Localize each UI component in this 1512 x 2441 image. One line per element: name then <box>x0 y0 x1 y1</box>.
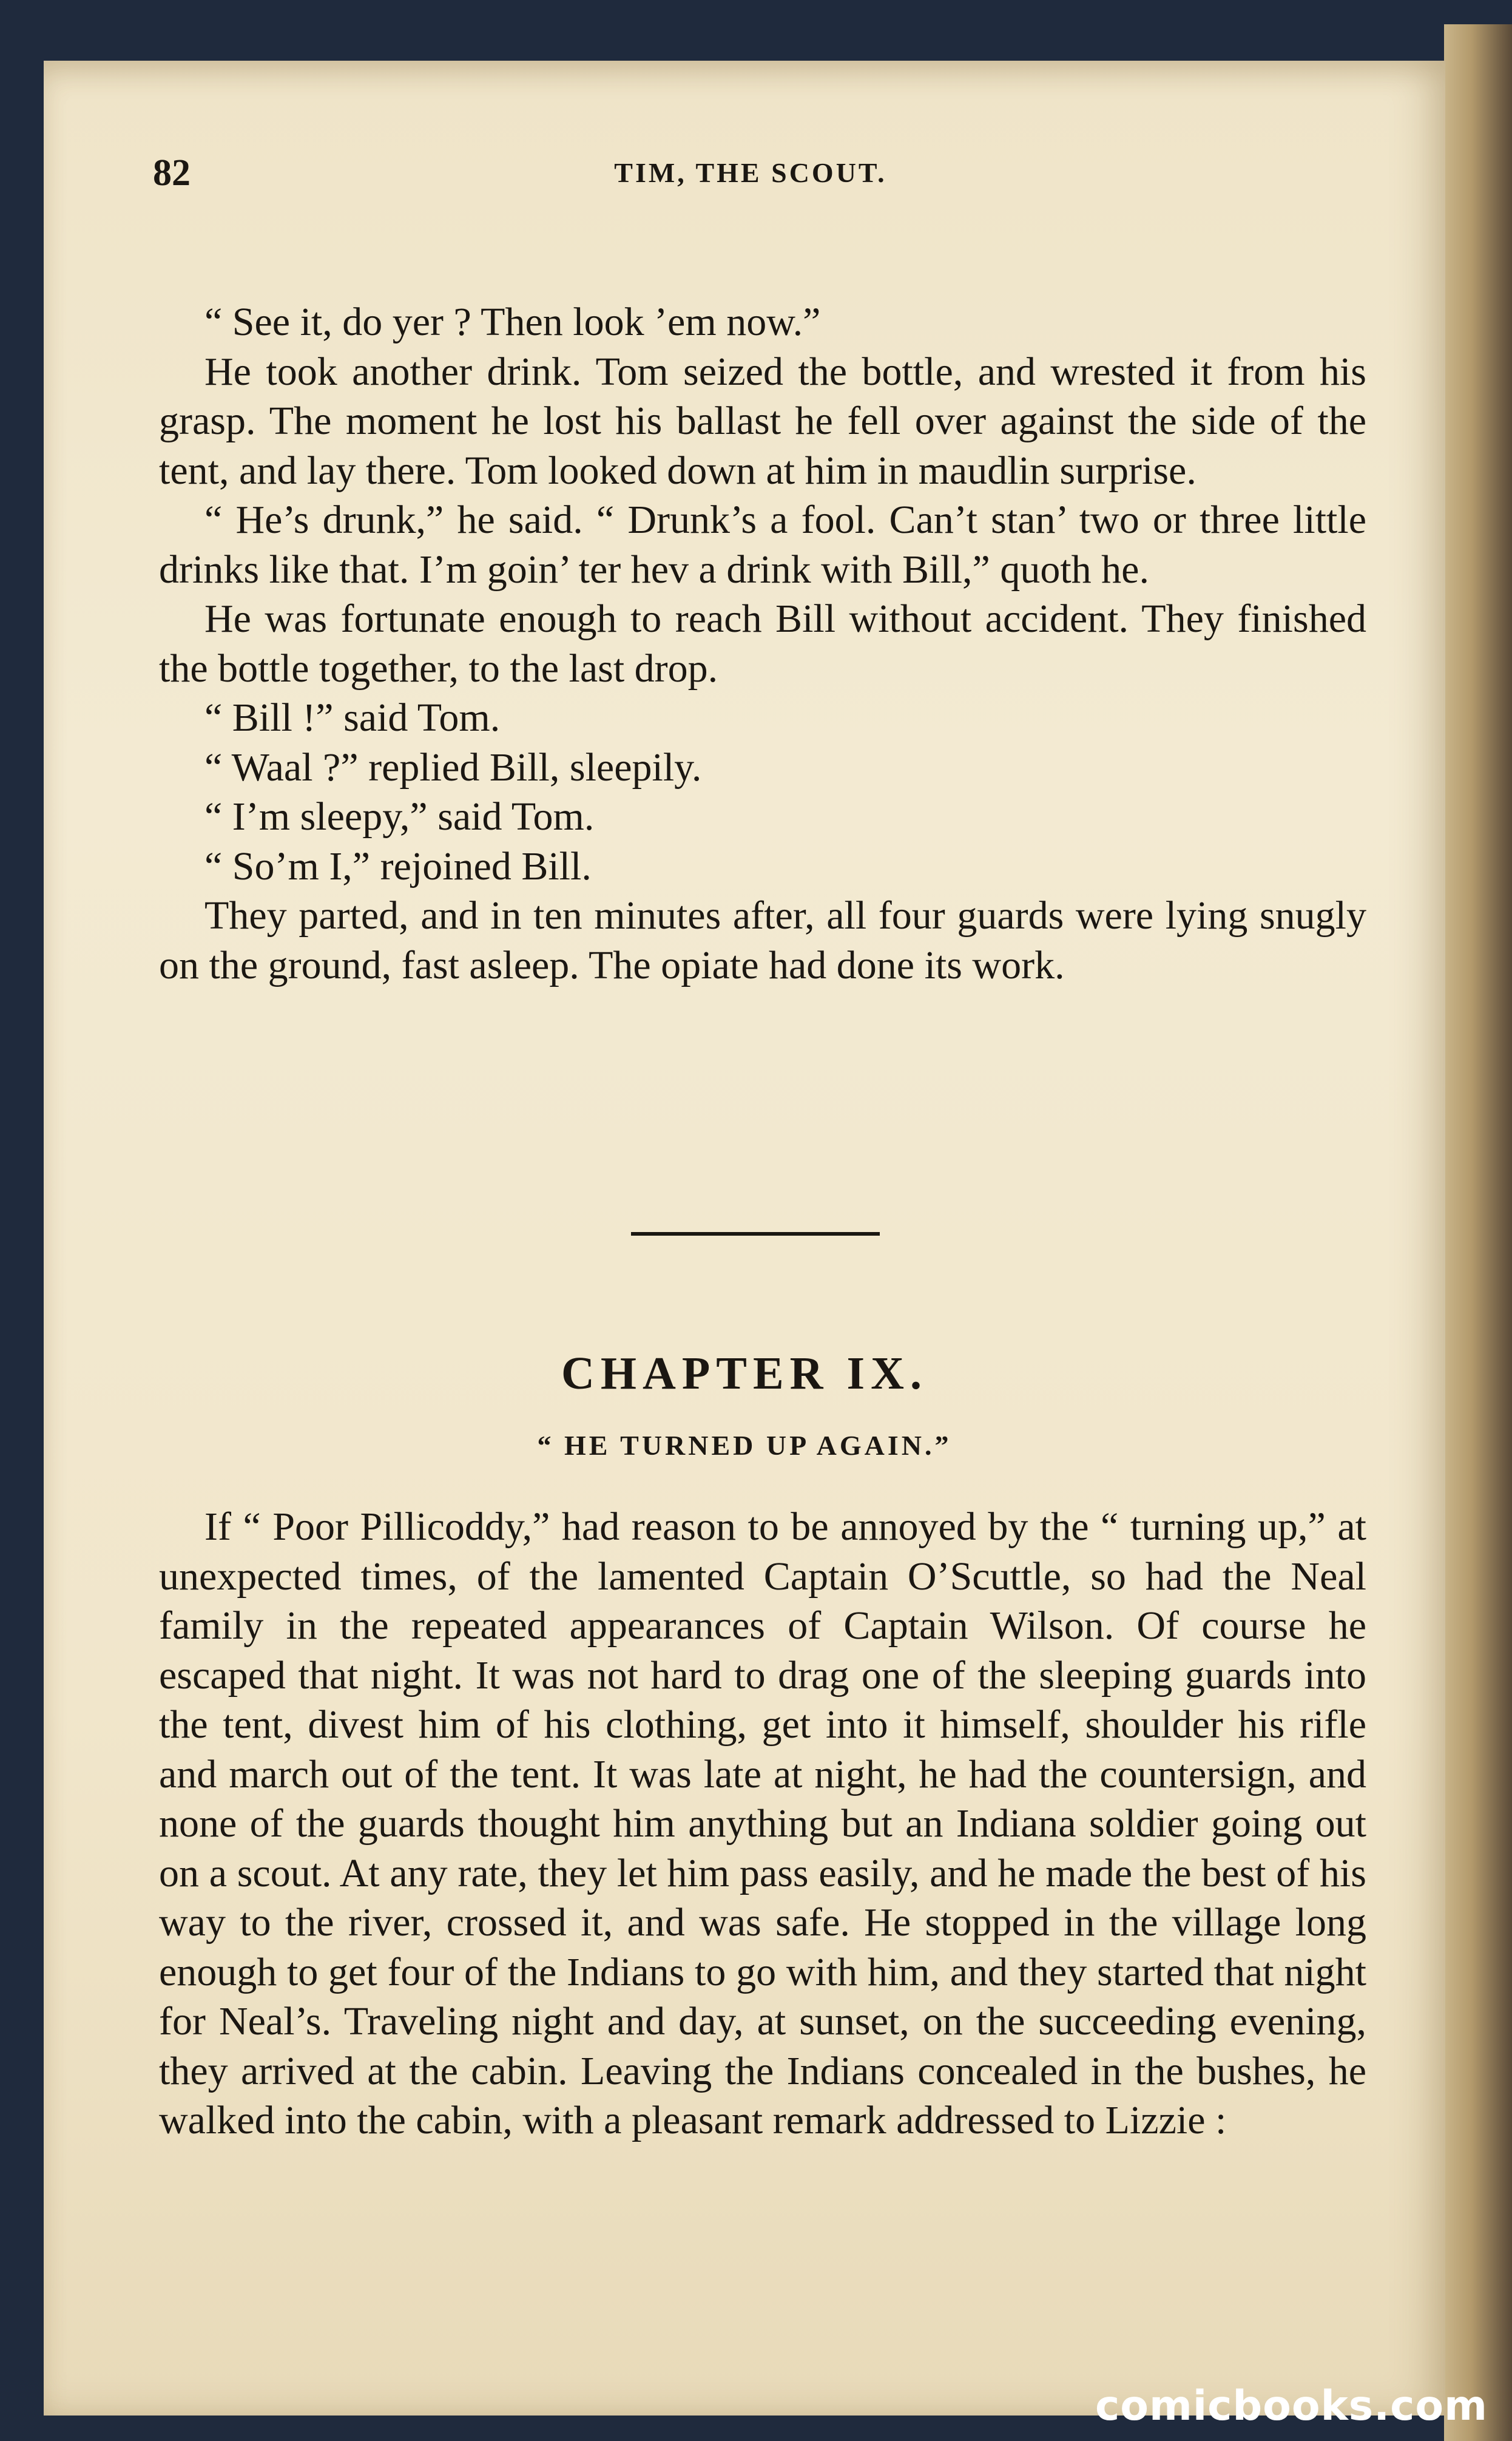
lower-text-block <box>159 1502 1366 2145</box>
section-divider <box>631 1232 880 1236</box>
paragraph: He took another drink. Tom seized the bottle, and wrested it from his grasp. The moment he lost his ballast he fell over against the side of the tent, and lay there. Tom looked down at him in maudlin surprise. <box>159 349 1366 493</box>
paragraph: If “ Poor Pillicoddy,” had reason to be annoyed by the “ turning up,” at unexpected times, of the lamented Captain O’Scuttle, so had the Neal family in the repeated appearances of Captain Wilson. Of course he escaped that night. It was not hard to drag one of the sleeping guards into the tent, divest him of his clothing, get into it himself, shoulder his rifle and march out of the tent. It was late at night, he had the countersign, and none of the guards thought him anything but an Indiana soldier going out on a scout. At any rate, they let him pass easily, and he made the best of his way to the river, crossed it, and was safe. He stopped in the village long enough to get four of the Indians to go with him, and they started that night for Neal’s. Traveling night and day, at sunset, on the succeeding evening, they arrived at the cabin. Leaving the Indians concealed in the bushes, he walked into the cabin, with a pleasant remark addressed to Lizzie : <box>159 1505 1366 2142</box>
chapter-title: CHAPTER IX. <box>561 1348 928 1399</box>
book-spine <box>1444 24 1512 2441</box>
paragraph: “ Waal ?” replied Bill, sleepily. <box>204 745 702 790</box>
book-page <box>44 61 1445 2416</box>
paragraph: “ He’s drunk,” he said. “ Drunk’s a fool. Can’t stan’ two or three little drinks like that. I’m goin’ ter hev a drink with Bill,” quoth he. <box>159 498 1366 592</box>
paragraph: “ So’m I,” rejoined Bill. <box>204 844 592 889</box>
chapter-subtitle: “ HE TURNED UP AGAIN.” <box>537 1430 952 1461</box>
paragraph: “ See it, do yer ? Then look ’em now.” <box>204 300 821 344</box>
paragraph: He was fortunate enough to reach Bill without accident. They finished the bottle together, to the last drop. <box>159 597 1366 691</box>
paragraph: “ I’m sleepy,” said Tom. <box>204 794 595 839</box>
running-title: TIM, THE SCOUT. <box>614 157 887 188</box>
paragraph: “ Bill !” said Tom. <box>204 696 501 740</box>
upper-text-block <box>159 297 1366 990</box>
watermark-text: comicbooks.com <box>1095 2382 1488 2430</box>
paragraph: They parted, and in ten minutes after, all four guards were lying snugly on the ground, fast asleep. The opiate had done its work. <box>159 893 1366 987</box>
page-header <box>153 152 1348 200</box>
page-number: 82 <box>153 152 191 194</box>
